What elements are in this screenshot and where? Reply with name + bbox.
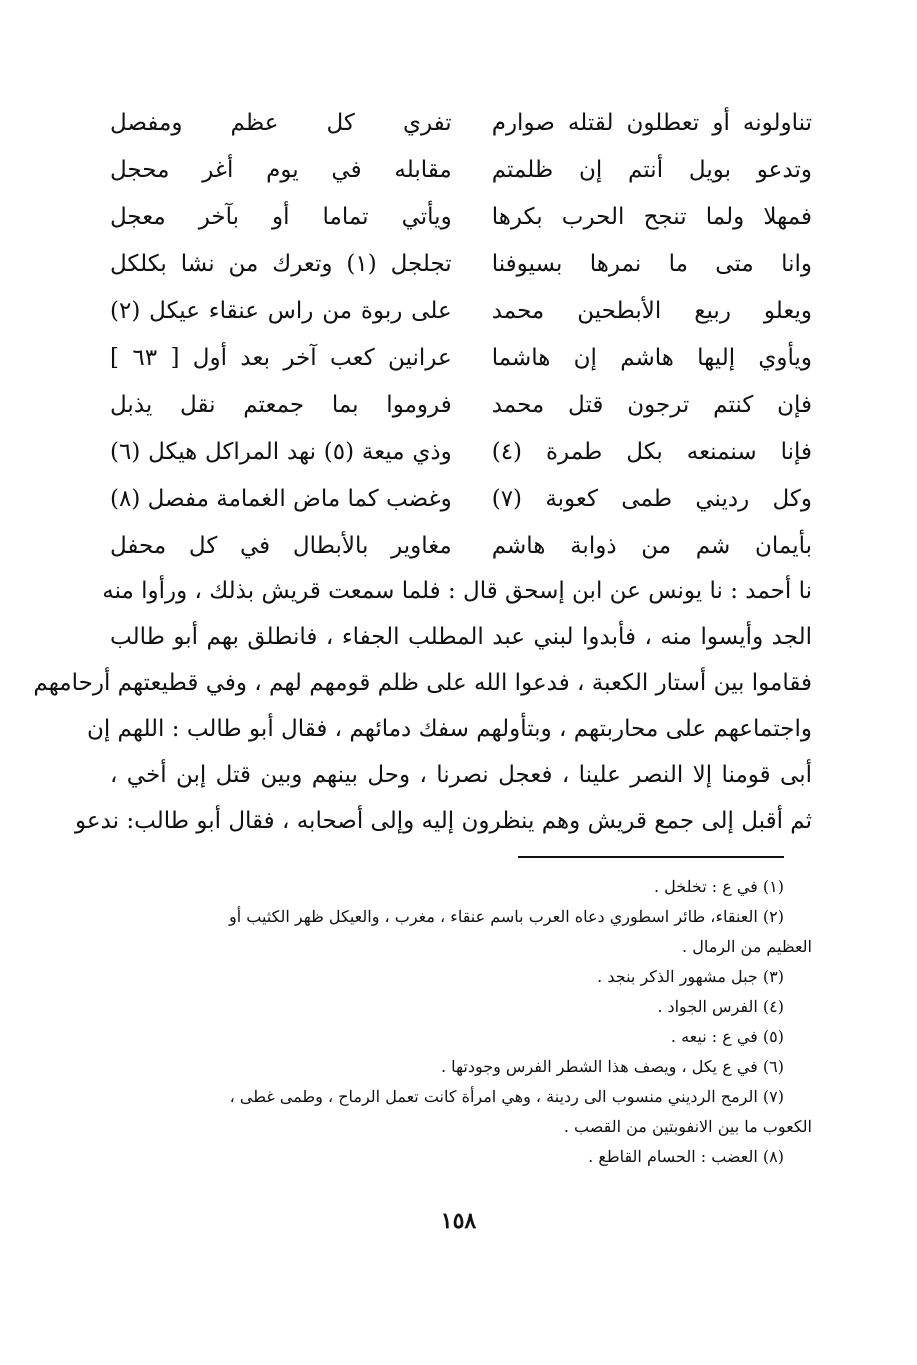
page-number: ١٥٨ — [440, 1208, 477, 1234]
prose-line: أبى قومنا إلا النصر علينا ، فعجل نصرنا ، وحل بينهم وبين قتل إبن أخي ، — [110, 762, 812, 788]
verse-line: عرانين كعب آخر بعد أول [ ٦٣ ] — [110, 345, 452, 371]
verse-line: مقابله في يوم أغر محجل — [110, 157, 452, 183]
footnote-continuation: العظيم من الرمال . — [682, 937, 812, 956]
verse-line: ويأتي تماما أو بآخر معجل — [110, 204, 452, 230]
verse-line: فإن كنتم ترجون قتل محمد — [491, 392, 812, 418]
footnote: (٨) العضب : الحسام القاطع . — [588, 1147, 784, 1166]
verse-line: تفري كل عظم ومفصل — [110, 110, 452, 136]
verse-line: بأيمان شم من ذوابة هاشم — [491, 533, 812, 559]
verse-line: فمهلا ولما تنجح الحرب بكرها — [491, 204, 812, 230]
verse-line: على ربوة من راس عنقاء عيكل (٢) — [110, 298, 452, 324]
verse-line: وكل رديني طمى كعوبة (٧) — [491, 486, 812, 512]
prose-line: نا أحمد : نا يونس عن ابن إسحق قال : فلما سمعت قريش بذلك ، ورأوا منه — [102, 578, 812, 604]
verse-line: وتدعو بويل أنتم إن ظلمتم — [491, 157, 812, 183]
prose-line: ثم أقبل إلى جمع قريش وهم ينظرون إليه وإلى أصحابه ، فقال أبو طالب: ندعو — [74, 808, 812, 834]
footnote: (١) في ع : تخلخل . — [653, 877, 784, 896]
prose-paragraph — [33, 568, 812, 844]
footnote: (٣) جبل مشهور الذكر بنجد . — [597, 967, 784, 986]
verse-line: ويأوي إليها هاشم إن هاشما — [491, 345, 812, 371]
verse-line: وانا متى ما نمرها بسيوفنا — [491, 251, 812, 277]
verse-line: ويعلو ربيع الأبطحين محمد — [491, 298, 812, 324]
prose-line: فقاموا بين أستار الكعبة ، فدعوا الله على ظلم قومهم لهم ، وفي قطيعتهم أرحامهم — [33, 670, 812, 696]
footnote: (٦) في ع يكل ، ويصف هذا الشطر الفرس وجودتها . — [440, 1057, 784, 1076]
poem — [110, 100, 812, 570]
verse-line: مغاوير بالأبطال في كل محفل — [110, 533, 452, 559]
prose-line: واجتماعهم على محاربتهم ، وبتأولهم سفك دمائهم ، فقال أبو طالب : اللهم إن — [86, 716, 812, 742]
verse-line: وذي ميعة (٥) نهد المراكل هيكل (٦) — [110, 439, 452, 465]
footnote-continuation: الكعوب ما بين الانفوبتين من القصب . — [563, 1117, 812, 1136]
verse-line: فروموا بما جمعتم نقل يذبل — [110, 392, 452, 418]
prose-line: الجد وأيسوا منه ، فأبدوا لبني عبد المطلب الجفاء ، فانطلق بهم أبو طالب — [110, 624, 812, 650]
footnote: (٧) الرمح الرديني منسوب الى ردينة ، وهي امرأة كانت تعمل الرماح ، وطمى غطى ، — [229, 1087, 784, 1106]
footnotes — [110, 872, 812, 1172]
footnote-divider — [518, 856, 784, 858]
verse-line: تجلجل (١) وتعرك من نشا بكلكل — [110, 251, 452, 277]
footnote: (٢) العنقاء، طائر اسطوري دعاه العرب باسم عنقاء ، مغرب ، والعيكل ظهر الكثيب أو — [229, 907, 784, 926]
verse-line: تناولونه أو تعطلون لقتله صوارم — [491, 110, 812, 136]
footnote: (٥) في ع : نيعه . — [670, 1027, 784, 1046]
footnote: (٤) الفرس الجواد . — [657, 997, 784, 1016]
verse-line: وغضب كما ماض الغمامة مفصل (٨) — [110, 486, 452, 512]
verse-line: فإنا سنمنعه بكل طمرة (٤) — [491, 439, 812, 465]
